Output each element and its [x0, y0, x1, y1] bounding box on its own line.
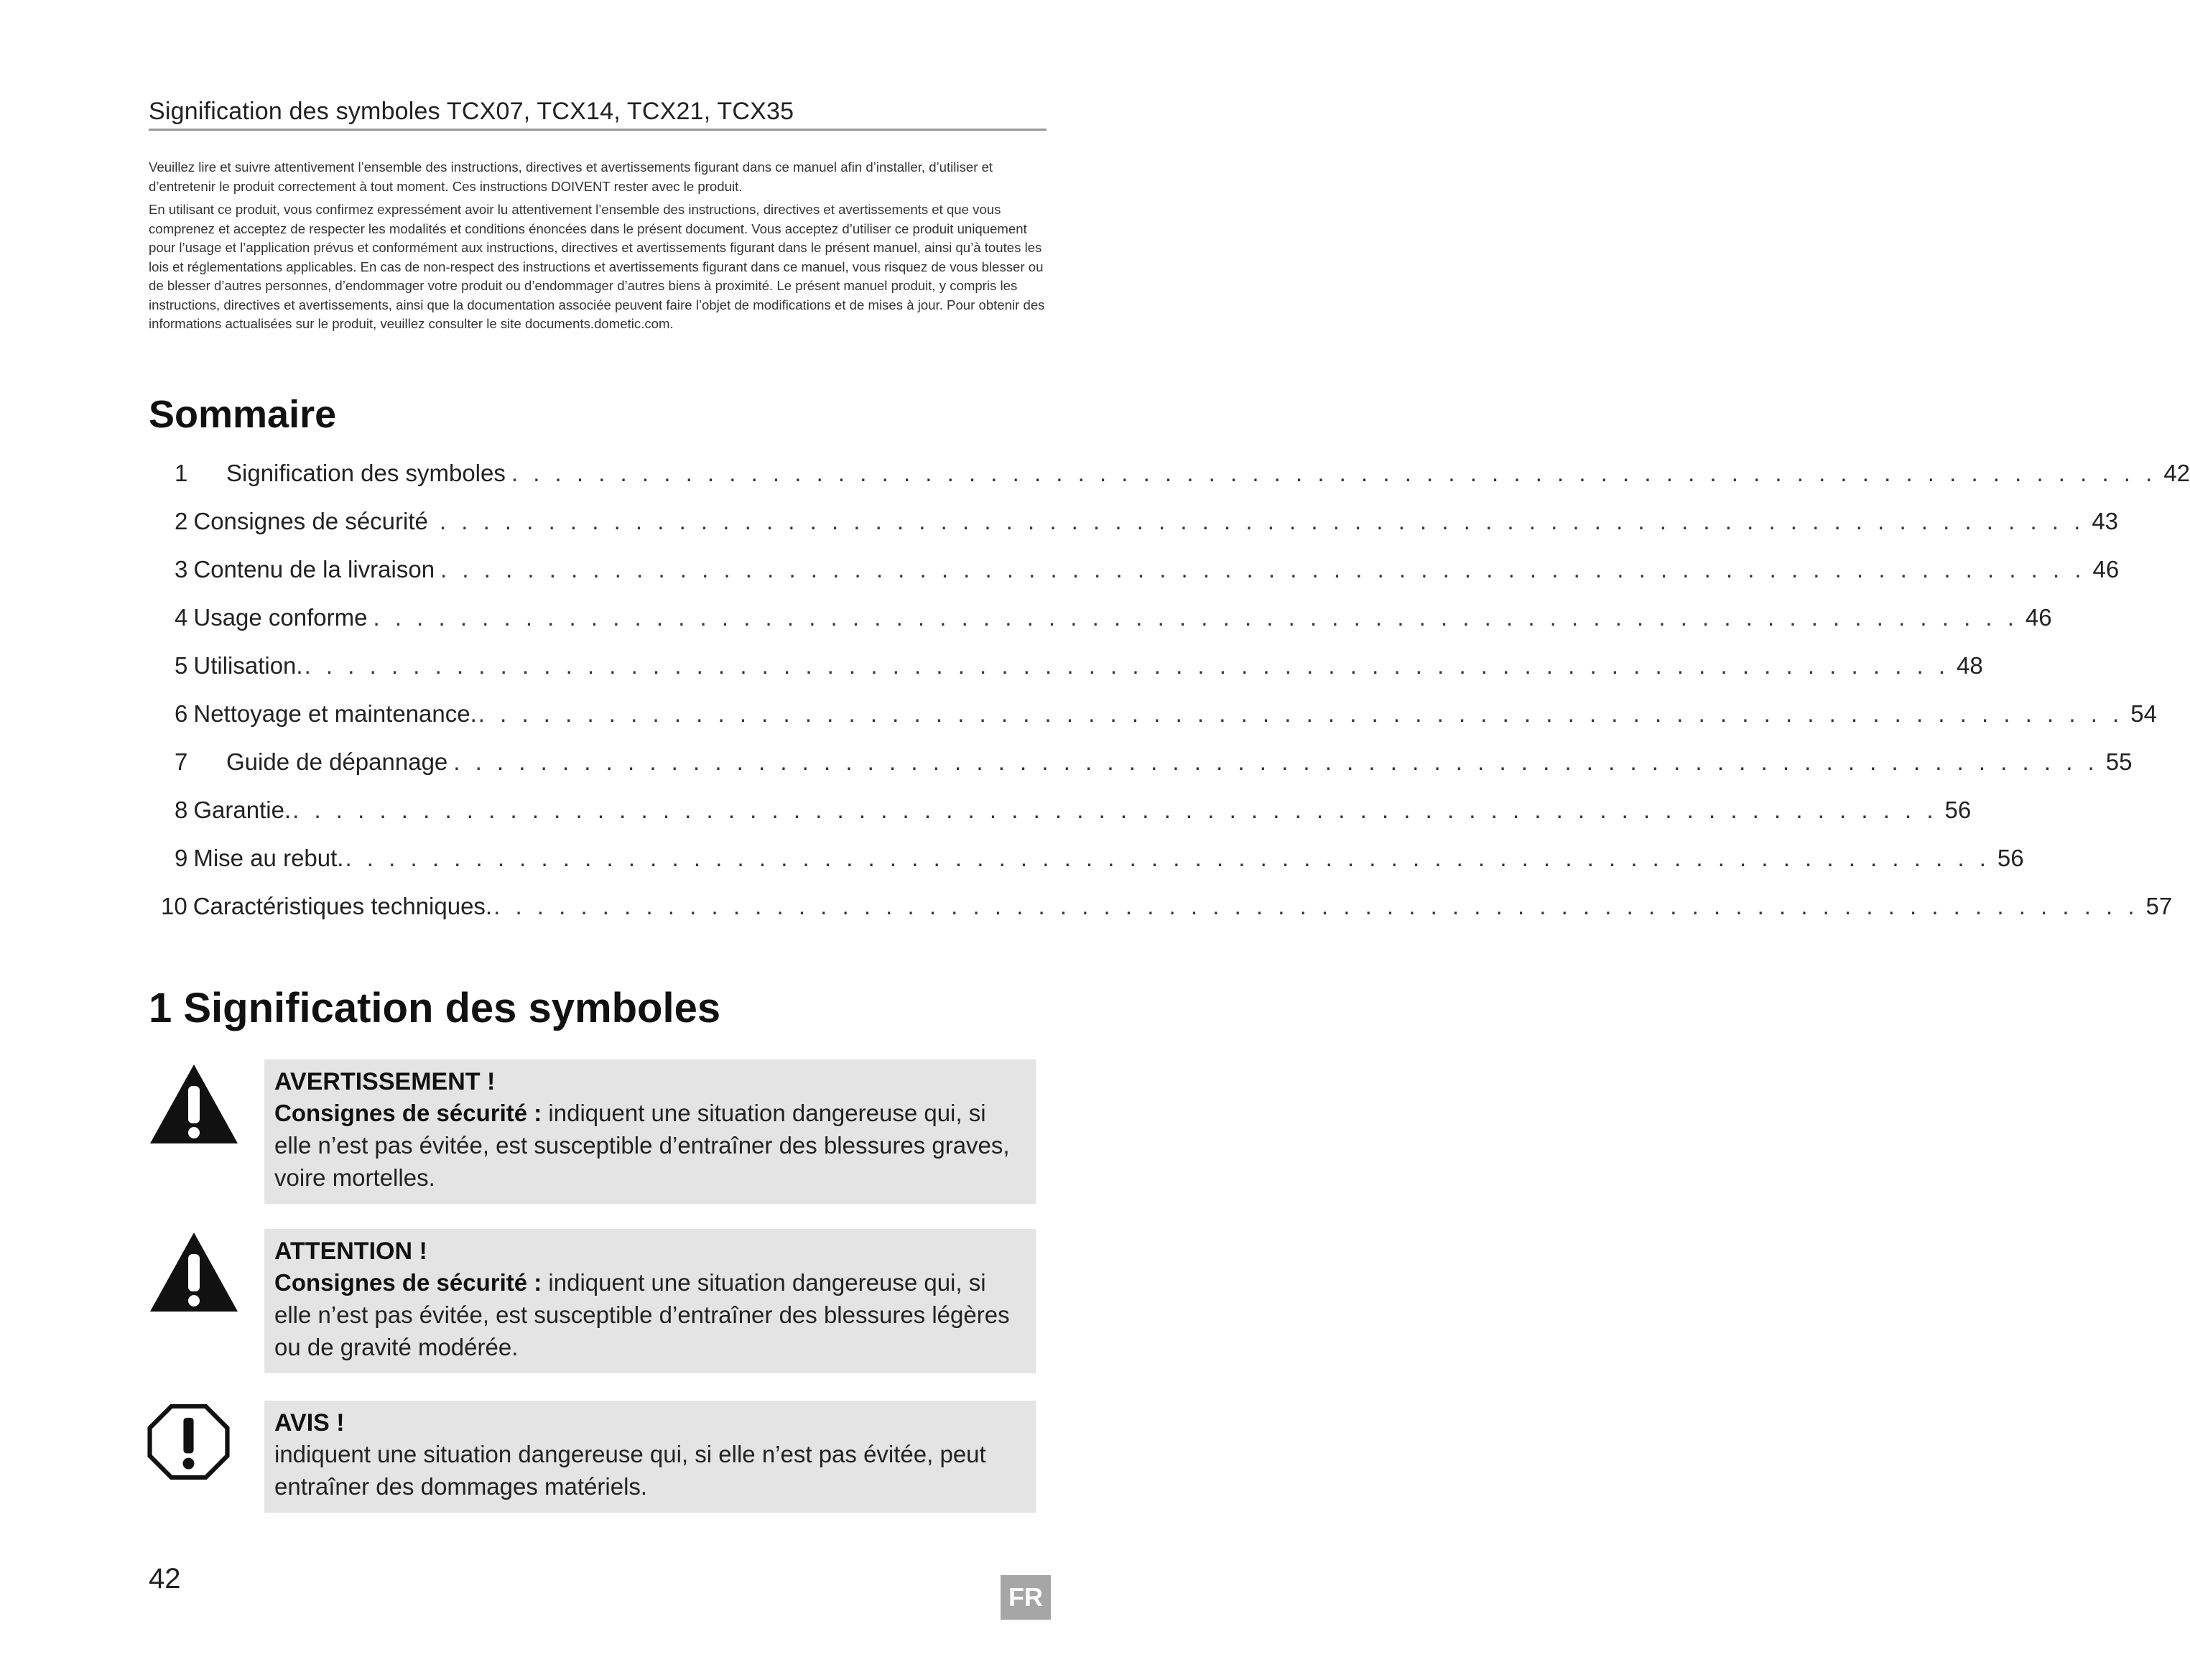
toc-leader-dots: . . . . . . . . . . . . . . . . . . . . . . . . . . . . . . . . . . . . . . . . . . . . . . . . . . . . . . . . . . . . . . . . . . . . . . . . . . . .	[453, 748, 2099, 775]
notice-title: AVERTISSEMENT !	[274, 1068, 496, 1095]
notice-text	[274, 1266, 1026, 1363]
warning-triangle-icon	[147, 1062, 241, 1148]
toc-entry-page: 57	[2145, 893, 2173, 919]
toc-entry-number: 3	[175, 556, 188, 583]
toc-entry[interactable]	[175, 700, 2157, 735]
toc-entry[interactable]	[175, 604, 2052, 639]
toc-leader-dots: . . . . . . . . . . . . . . . . . . . . . . . . . . . . . . . . . . . . . . . . . . . . . . . . . . . . . . . . . . . . . . . . . . . . . . . . . . . .	[373, 604, 2018, 631]
notice-text	[274, 1097, 1026, 1194]
toc-entry[interactable]	[161, 893, 2173, 927]
toc-entry-page: 48	[1957, 652, 1983, 679]
toc-entry-number: 4	[175, 604, 188, 631]
language-badge: FR	[1001, 1575, 1051, 1620]
page-number: 42	[149, 1563, 181, 1595]
toc-entry-number: 7	[175, 748, 188, 775]
toc-entry-number: 5	[175, 652, 188, 679]
toc-entry-number: 9	[175, 845, 188, 871]
notice-octagon-icon	[147, 1401, 230, 1483]
toc-entry-label: Nettoyage et maintenance.	[193, 700, 477, 727]
toc-entry[interactable]	[175, 556, 2120, 590]
toc-entry-label: Garantie.	[193, 797, 292, 823]
toc-entry-number: 2	[175, 508, 188, 534]
notice-body: indiquent une situation dangereuse qui, si elle n’est pas évitée, est susceptible d’entraîner des blessures graves, voire mortelles.	[274, 1100, 1010, 1191]
toc-entry-number: 6	[175, 700, 188, 727]
notice-title: ATTENTION !	[274, 1238, 427, 1265]
toc-entry[interactable]	[175, 508, 2119, 542]
intro-text	[149, 158, 1047, 338]
notice-body: indiquent une situation dangereuse qui, si elle n’est pas évitée, peut entraîner des dommages matériels.	[274, 1441, 986, 1500]
caution-triangle-icon	[147, 1230, 241, 1316]
toc-entry-number: 1	[175, 460, 188, 486]
toc-entry-page: 55	[2105, 748, 2133, 775]
toc-entry-label: Utilisation.	[193, 652, 303, 679]
toc-entry[interactable]	[175, 748, 2133, 783]
toc-entry-number: 10	[161, 893, 187, 919]
toc-leader-dots: . . . . . . . . . . . . . . . . . . . . . . . . . . . . . . . . . . . . . . . . . . . . . . . . . . . . . . . . . . . . . . . . . . . . . . . . . . . .	[292, 797, 1938, 823]
toc-entry[interactable]	[175, 845, 2024, 879]
toc-entry[interactable]	[175, 797, 1972, 831]
toc-leader-dots: . . . . . . . . . . . . . . . . . . . . . . . . . . . . . . . . . . . . . . . . . . . . . . . . . . . . . . . . . . . . . . . . . . . . . . . . . . . .	[440, 556, 2086, 583]
toc-entry-label: Caractéristiques techniques.	[192, 893, 493, 919]
toc-entry-label: Guide de dépannage	[226, 748, 448, 775]
toc-entry-label: Consignes de sécurité	[193, 508, 428, 534]
toc-entry-page: 46	[2025, 604, 2052, 631]
toc-entry-page: 56	[1944, 797, 1972, 823]
toc-heading: Sommaire	[149, 393, 337, 436]
toc-leader-dots: . . . . . . . . . . . . . . . . . . . . . . . . . . . . . . . . . . . . . . . . . . . . . . . . . . . . . . . . . . . . . . . . . . . . . . . . . . . .	[493, 893, 2139, 919]
toc-entry-label: Signification des symboles	[226, 460, 506, 486]
section-heading: 1 Signification des symboles	[149, 985, 721, 1031]
toc-entry-number: 8	[175, 797, 188, 823]
notice-notice	[264, 1401, 1036, 1513]
toc-entry-page: 43	[2092, 508, 2119, 534]
toc-entry-label: Usage conforme	[193, 604, 368, 631]
warning-notice	[264, 1059, 1036, 1204]
toc-entry[interactable]	[175, 652, 1983, 687]
toc-leader-dots: . . . . . . . . . . . . . . . . . . . . . . . . . . . . . . . . . . . . . . . . . . . . . . . . . . . . . . . . . . . . . . . . . . . . . . . . . . . .	[345, 845, 1990, 871]
notice-title: AVIS !	[274, 1409, 345, 1437]
toc-entry-page: 46	[2092, 556, 2120, 583]
toc-entry-label: Contenu de la livraison	[193, 556, 435, 583]
toc-entry-label: Mise au rebut.	[193, 845, 344, 871]
intro-paragraph-2: En utilisant ce produit, vous confirmez expressément avoir lu attentivement l’ensemble des instructions, directives et avertissements et que vous comprenez et acceptez de respecter les modalités et conditions énoncées dans le présent document. Vous acceptez d’utiliser ce produit uniquement pour l’usage et l’application prévus et conformément aux instructions, directives et avertissements figurant dans le présent manuel, ainsi qu’à toutes les lois et réglementations applicables. En cas de non-respect des instructions et avertissements figurant dans ce manuel, vous risquez de vous blesser ou de blesser d’autres personnes, d’endommager votre produit ou d’endommager d’autres biens à proximité. Le présent manuel produit, y compris les instructions, directives et avertissements, ainsi que la documentation associée peuvent faire l’objet de modifications et de mises à jour. Pour obtenir des informations actualisées sur le produit, veuillez consulter le site documents.dometic.com.	[149, 202, 1045, 331]
toc-entry-page: 56	[1997, 845, 2024, 871]
toc-leader-dots: . . . . . . . . . . . . . . . . . . . . . . . . . . . . . . . . . . . . . . . . . . . . . . . . . . . . . . . . . . . . . . . . . . . . . . . . . . . .	[511, 460, 2157, 486]
toc-leader-dots: . . . . . . . . . . . . . . . . . . . . . . . . . . . . . . . . . . . . . . . . . . . . . . . . . . . . . . . . . . . . . . . . . . . . . . . . . . . .	[439, 508, 2085, 534]
notice-body: indiquent une situation dangereuse qui, si elle n’est pas évitée, est susceptible d’entraîner des blessures légères ou de gravité modérée.	[274, 1269, 1010, 1360]
running-header: Signification des symboles TCX07, TCX14, TCX21, TCX35	[149, 98, 1047, 131]
toc-entry-page: 42	[2163, 460, 2190, 486]
toc-entry[interactable]	[175, 460, 2190, 494]
toc-leader-dots: . . . . . . . . . . . . . . . . . . . . . . . . . . . . . . . . . . . . . . . . . . . . . . . . . . . . . . . . . . . . . . . . . . . . . . . . . . . .	[304, 652, 1950, 679]
caution-notice	[264, 1229, 1036, 1373]
toc-entry-page: 54	[2130, 700, 2157, 727]
notice-lead: Consignes de sécurité :	[274, 1100, 542, 1126]
toc-leader-dots: . . . . . . . . . . . . . . . . . . . . . . . . . . . . . . . . . . . . . . . . . . . . . . . . . . . . . . . . . . . . . . . . . . . . . . . . . . . .	[478, 700, 2124, 727]
notice-lead: Consignes de sécurité :	[274, 1269, 542, 1296]
notice-text	[274, 1438, 1026, 1503]
intro-paragraph-1: Veuillez lire et suivre attentivement l’ensemble des instructions, directives et avertissements figurant dans ce manuel afin d’installer, d’utiliser et d’entretenir le produit correctement à tout moment. Ces instructions DOIVENT rester avec le produit.	[149, 159, 993, 194]
